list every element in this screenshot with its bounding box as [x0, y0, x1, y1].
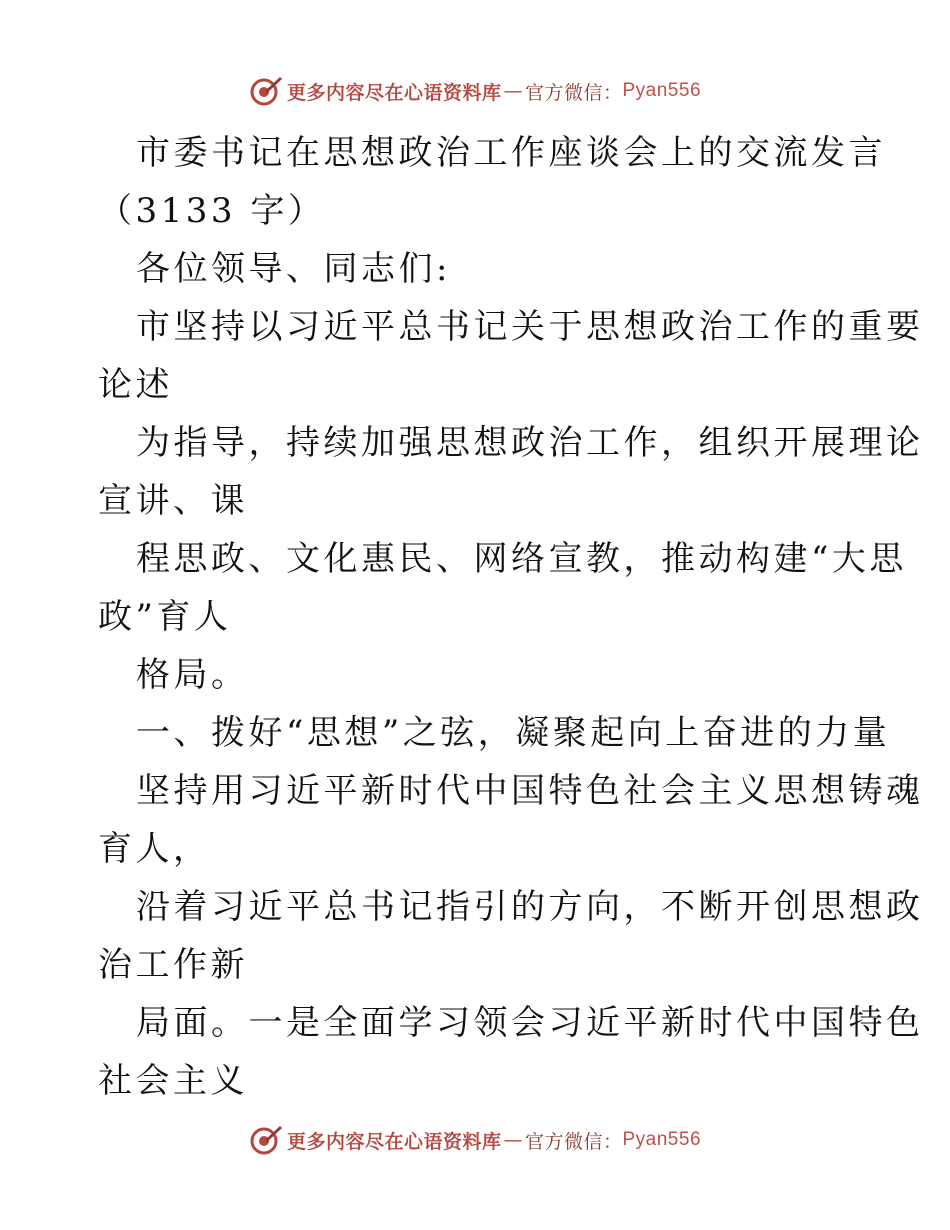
- text-line: 社会主义: [98, 1061, 248, 1101]
- text-line: 局面。一是全面学习领会习近平新时代中国特色: [136, 1003, 924, 1043]
- text-line: 为指导，持续加强思想政治工作，组织开展理论: [136, 423, 924, 463]
- text-line: 治工作新: [98, 945, 248, 985]
- text-line: 各位领导、同志们:: [136, 249, 451, 289]
- watermark-wechat-id: Pyan556: [622, 1129, 702, 1150]
- text-line: 育人，: [98, 829, 211, 869]
- watermark-wechat-label: 官方微信：: [524, 1130, 623, 1153]
- text-line: 宣讲、课: [98, 481, 248, 521]
- text-line: 程思政、文化惠民、网络宣教，推动构建“大思: [136, 539, 907, 579]
- text-line: 一、拨好“思想”之弦，凝聚起向上奋进的力量: [136, 713, 891, 753]
- text-line: 市委书记在思想政治工作座谈会上的交流发言: [136, 133, 886, 173]
- watermark-banner-top: [0, 71, 950, 111]
- watermark-wechat-label: 官方微信：: [524, 81, 623, 104]
- watermark-wechat-id: Pyan556: [622, 80, 702, 101]
- document-body: [98, 124, 924, 1110]
- watermark-banner-bottom: [0, 1120, 950, 1160]
- watermark-dash: —: [503, 80, 523, 102]
- text-line: 格局。: [136, 655, 249, 695]
- pen-logo-icon: [249, 74, 283, 108]
- text-line: 沿着习近平总书记指引的方向，不断开创思想政: [136, 887, 924, 927]
- watermark-brand: 更多内容尽在心语资料库: [286, 1130, 502, 1153]
- pen-logo-icon: [249, 1123, 283, 1157]
- text-line: （3133 字）: [98, 191, 326, 231]
- text-line: 政”育人: [98, 597, 232, 637]
- text-line: 坚持用习近平新时代中国特色社会主义思想铸魂: [136, 771, 924, 811]
- text-line: 市坚持以习近平总书记关于思想政治工作的重要: [136, 307, 924, 347]
- text-line: 论述: [98, 365, 173, 405]
- watermark-dash: —: [503, 1129, 523, 1151]
- watermark-brand: 更多内容尽在心语资料库: [286, 81, 502, 104]
